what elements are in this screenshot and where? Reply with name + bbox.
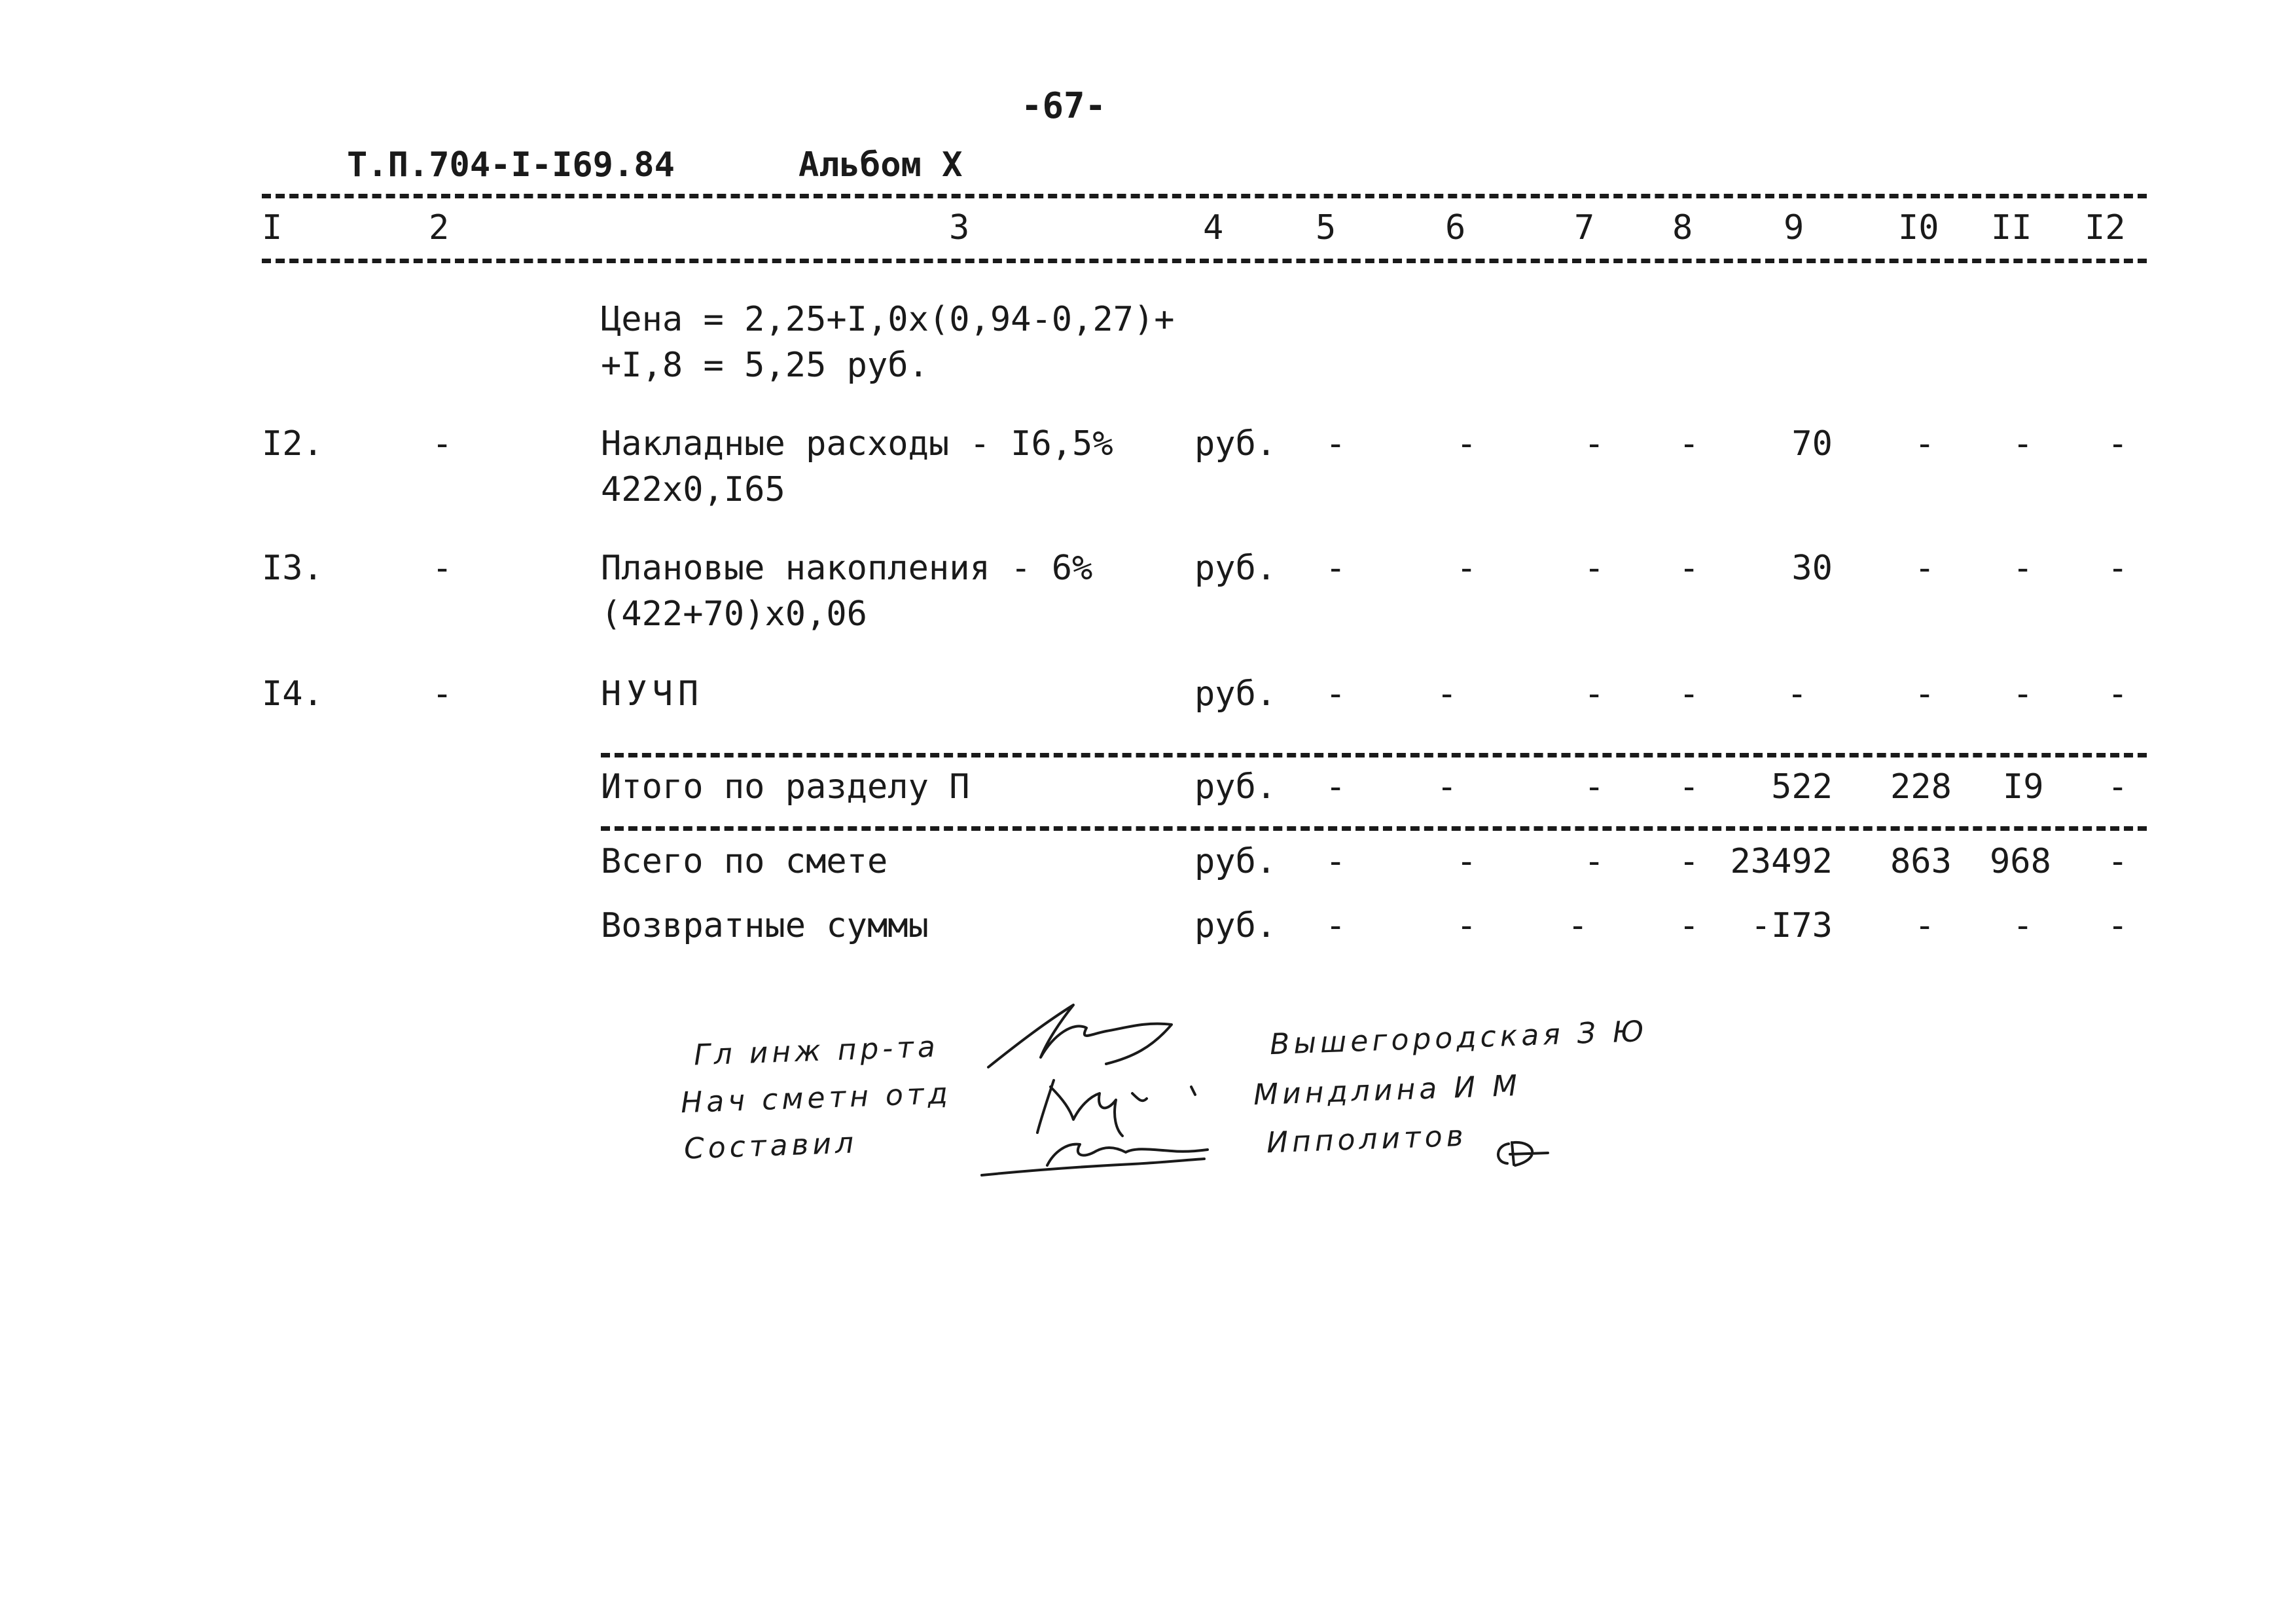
table-cell: - bbox=[1325, 906, 1346, 945]
table-cell: 522 bbox=[1771, 767, 1833, 807]
column-header: 4 bbox=[1203, 208, 1224, 247]
signature-name: Ипполитов bbox=[1266, 1119, 1468, 1160]
header-top-rule bbox=[262, 194, 2147, 198]
price-formula-line: Цена = 2,25+I,0x(0,94-0,27)+ bbox=[601, 300, 1175, 339]
table-cell: - bbox=[1679, 767, 1700, 807]
row-formula: 422x0,I65 bbox=[601, 470, 785, 509]
table-cell: - bbox=[1584, 674, 1605, 714]
page-number: -67- bbox=[1021, 85, 1107, 126]
table-cell: - bbox=[432, 424, 453, 464]
table-cell: - bbox=[2013, 674, 2034, 714]
signature-role: Составил bbox=[683, 1126, 858, 1166]
table-cell: - bbox=[2108, 424, 2128, 464]
row-unit: руб. bbox=[1194, 674, 1277, 714]
table-cell: - bbox=[1584, 549, 1605, 588]
row-unit: руб. bbox=[1194, 906, 1277, 945]
table-cell: - bbox=[1679, 424, 1700, 464]
table-cell: 968 bbox=[1990, 842, 2051, 881]
table-cell: - bbox=[1584, 842, 1605, 881]
table-cell: -I73 bbox=[1750, 906, 1833, 945]
row-unit: руб. bbox=[1194, 424, 1277, 464]
table-cell: - bbox=[1568, 906, 1588, 945]
column-header: 5 bbox=[1316, 208, 1336, 247]
table-cell: - bbox=[1456, 842, 1477, 881]
table-cell: - bbox=[1914, 906, 1935, 945]
table-cell: - bbox=[1437, 767, 1458, 807]
table-cell: - bbox=[2108, 842, 2128, 881]
table-cell: - bbox=[2013, 906, 2034, 945]
table-cell: - bbox=[1584, 767, 1605, 807]
table-cell: - bbox=[1679, 906, 1700, 945]
header-bottom-rule bbox=[262, 259, 2147, 263]
total-label: Итого по разделу П bbox=[601, 767, 970, 807]
subtotal-top-rule bbox=[601, 753, 2147, 757]
row-number: I3. bbox=[262, 549, 323, 588]
table-cell: - bbox=[1325, 549, 1346, 588]
table-cell: - bbox=[1914, 674, 1935, 714]
row-number: I2. bbox=[262, 424, 323, 464]
table-cell: - bbox=[1679, 842, 1700, 881]
table-cell: - bbox=[2108, 906, 2128, 945]
row-formula: (422+70)x0,06 bbox=[601, 594, 867, 634]
total-label: Всего по смете bbox=[601, 842, 888, 881]
table-cell: - bbox=[432, 674, 453, 714]
row-unit: руб. bbox=[1194, 767, 1277, 807]
table-cell: - bbox=[1456, 906, 1477, 945]
table-cell: - bbox=[2108, 767, 2128, 807]
row-description: Накладные расходы - I6,5% bbox=[601, 424, 1113, 464]
table-cell: 228 bbox=[1890, 767, 1952, 807]
signature-role: Гл инж пр-та bbox=[693, 1030, 940, 1072]
row-unit: руб. bbox=[1194, 842, 1277, 881]
signature-role: Нач сметн отд bbox=[680, 1076, 952, 1120]
price-formula-line: +I,8 = 5,25 руб. bbox=[601, 346, 929, 385]
column-header: 7 bbox=[1574, 208, 1595, 247]
column-header: I bbox=[262, 208, 283, 247]
column-header: II bbox=[1991, 208, 2032, 247]
table-cell: - bbox=[1679, 549, 1700, 588]
table-cell: - bbox=[1914, 549, 1935, 588]
table-cell: - bbox=[2013, 549, 2034, 588]
album-label: Альбом X bbox=[798, 145, 963, 185]
total-top-rule bbox=[601, 826, 2147, 831]
row-unit: руб. bbox=[1194, 549, 1277, 588]
table-cell: 70 bbox=[1791, 424, 1833, 464]
column-header: 3 bbox=[949, 208, 970, 247]
column-header: 2 bbox=[429, 208, 450, 247]
table-cell: - bbox=[1456, 424, 1477, 464]
table-cell: - bbox=[1325, 767, 1346, 807]
row-description: Плановые накопления - 6% bbox=[601, 549, 1093, 588]
table-cell: 30 bbox=[1791, 549, 1833, 588]
column-header: 6 bbox=[1445, 208, 1466, 247]
signature-name: Миндлина И М bbox=[1253, 1068, 1522, 1112]
column-header: 9 bbox=[1784, 208, 1804, 247]
table-cell: - bbox=[2108, 674, 2128, 714]
table-cell: - bbox=[1914, 424, 1935, 464]
column-header: I2 bbox=[2085, 208, 2126, 247]
signature-name: Вышегородская З Ю bbox=[1269, 1014, 1649, 1062]
handwritten-signatures bbox=[975, 995, 1237, 1185]
table-cell: - bbox=[1584, 424, 1605, 464]
table-cell: - bbox=[1456, 549, 1477, 588]
table-cell: - bbox=[1787, 674, 1808, 714]
document-code: Т.П.704-I-I69.84 bbox=[347, 145, 675, 185]
initials-mark bbox=[1489, 1136, 1554, 1175]
table-cell: - bbox=[432, 549, 453, 588]
table-cell: - bbox=[1679, 674, 1700, 714]
table-cell: 863 bbox=[1890, 842, 1952, 881]
table-cell: - bbox=[1325, 424, 1346, 464]
column-header: I0 bbox=[1898, 208, 1939, 247]
column-header: 8 bbox=[1672, 208, 1693, 247]
table-cell: I9 bbox=[2003, 767, 2044, 807]
table-cell: - bbox=[1325, 674, 1346, 714]
table-cell: - bbox=[1437, 674, 1458, 714]
table-cell: - bbox=[2108, 549, 2128, 588]
table-cell: - bbox=[1325, 842, 1346, 881]
row-number: I4. bbox=[262, 674, 323, 714]
row-description: НУЧП bbox=[601, 674, 704, 714]
table-cell: 23492 bbox=[1730, 842, 1833, 881]
table-cell: - bbox=[2013, 424, 2034, 464]
total-label: Возвратные суммы bbox=[601, 906, 929, 945]
